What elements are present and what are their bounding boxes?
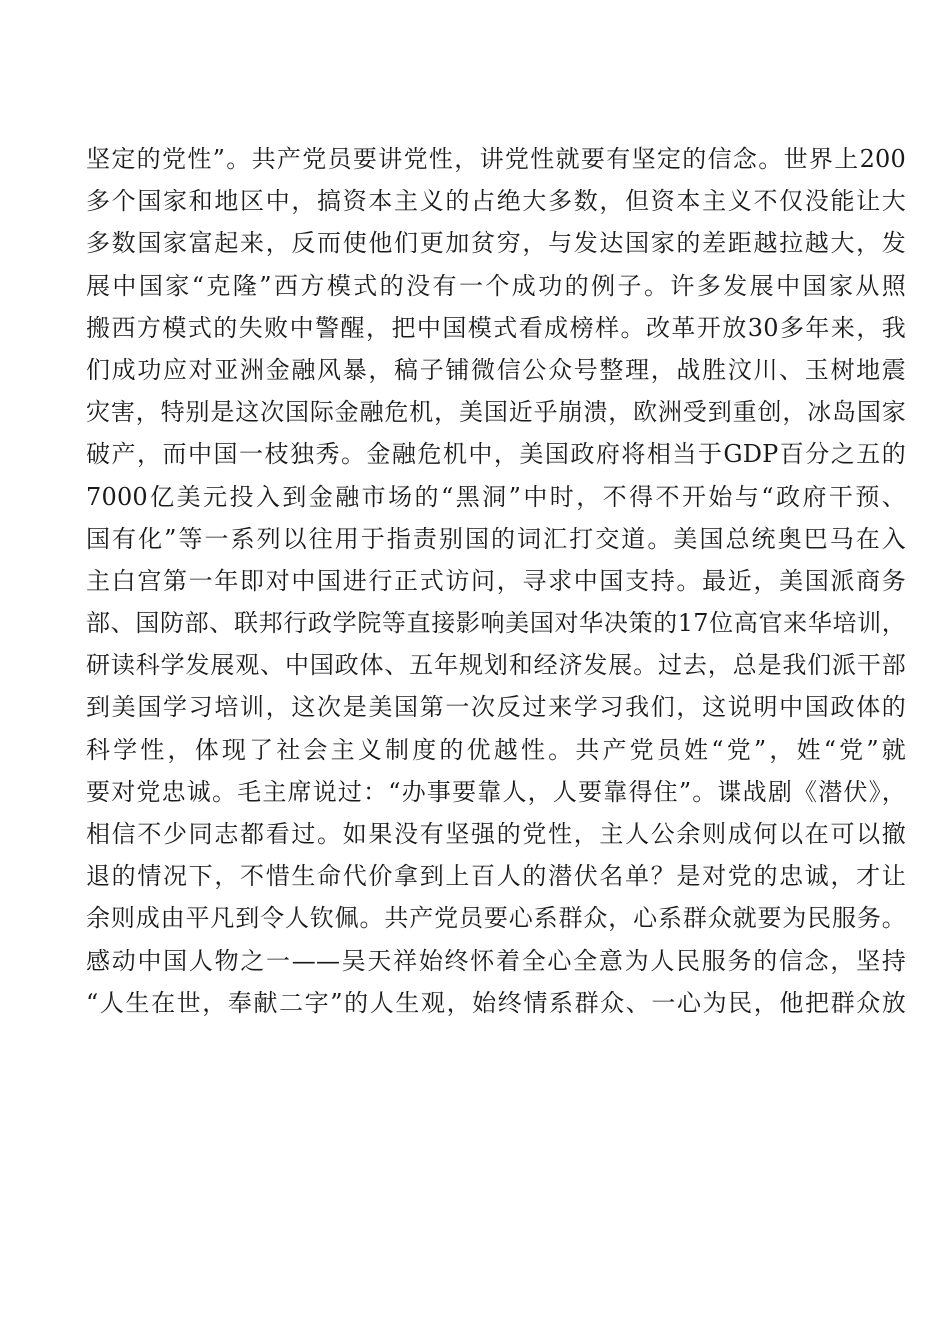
text-line: 研读科学发展观、中国政体、五年规划和经济发展。过去，总是我们派干部 — [86, 651, 906, 680]
text-line: 坚定的党性”。共产党员要讲党性，讲党性就要有坚定的信念。世界上200 — [86, 145, 906, 173]
text-line: 感动中国人物之一——吴天祥始终怀着全心全意为人民服务的信念，坚持 — [86, 946, 906, 975]
text-line: 破产，而中国一枝独秀。金融危机中，美国政府将相当于GDP百分之五的 — [86, 440, 906, 469]
text-line: 科学性，体现了社会主义制度的优越性。共产党员姓“党”，姓“党”就 — [86, 735, 906, 764]
text-line: 退的情况下，不惜生命代价拿到上百人的潜伏名单？是对党的忠诚，才让 — [86, 862, 906, 891]
text-line: 相信不少同志都看过。如果没有坚强的党性，主人公余则成何以在可以撤 — [86, 820, 906, 848]
text-line: 7000亿美元投入到金融市场的“黑洞”中时，不得不开始与“政府干预、 — [86, 482, 906, 511]
text-line: 主白宫第一年即对中国进行正式访问，寻求中国支持。最近，美国派商务 — [86, 566, 906, 595]
text-line: “人生在世，奉献二字”的人生观，始终情系群众、一心为民，他把群众放 — [86, 988, 906, 1017]
text-line: 余则成由平凡到令人钦佩。共产党员要心系群众，心系群众就要为民服务。 — [86, 904, 906, 933]
body-text — [86, 138, 906, 1024]
text-line: 到美国学习培训，这次是美国第一次反过来学习我们，这说明中国政体的 — [86, 693, 906, 722]
text-line: 展中国家“克隆”西方模式的没有一个成功的例子。许多发展中国家从照 — [86, 271, 906, 300]
text-line: 多数国家富起来，反而使他们更加贫穷，与发达国家的差距越拉越大，发 — [86, 229, 906, 258]
text-line: 灾害，特别是这次国际金融危机，美国近乎崩溃，欧洲受到重创，冰岛国家 — [86, 398, 906, 427]
text-line: 国有化”等一系列以往用于指责别国的词汇打交道。美国总统奥巴马在入 — [86, 524, 906, 553]
text-line: 多个国家和地区中，搞资本主义的占绝大多数，但资本主义不仅没能让大 — [86, 187, 906, 216]
text-line: 要对党忠诚。毛主席说过：“办事要靠人，人要靠得住”。谍战剧《潜伏》， — [86, 777, 906, 806]
text-line: 们成功应对亚洲金融风暴，稿子铺微信公众号整理，战胜汶川、玉树地震 — [86, 355, 906, 384]
text-line: 搬西方模式的失败中警醒，把中国模式看成榜样。改革开放30多年来，我 — [86, 313, 906, 342]
text-line: 部、国防部、联邦行政学院等直接影响美国对华决策的17位高官来华培训， — [86, 609, 906, 638]
